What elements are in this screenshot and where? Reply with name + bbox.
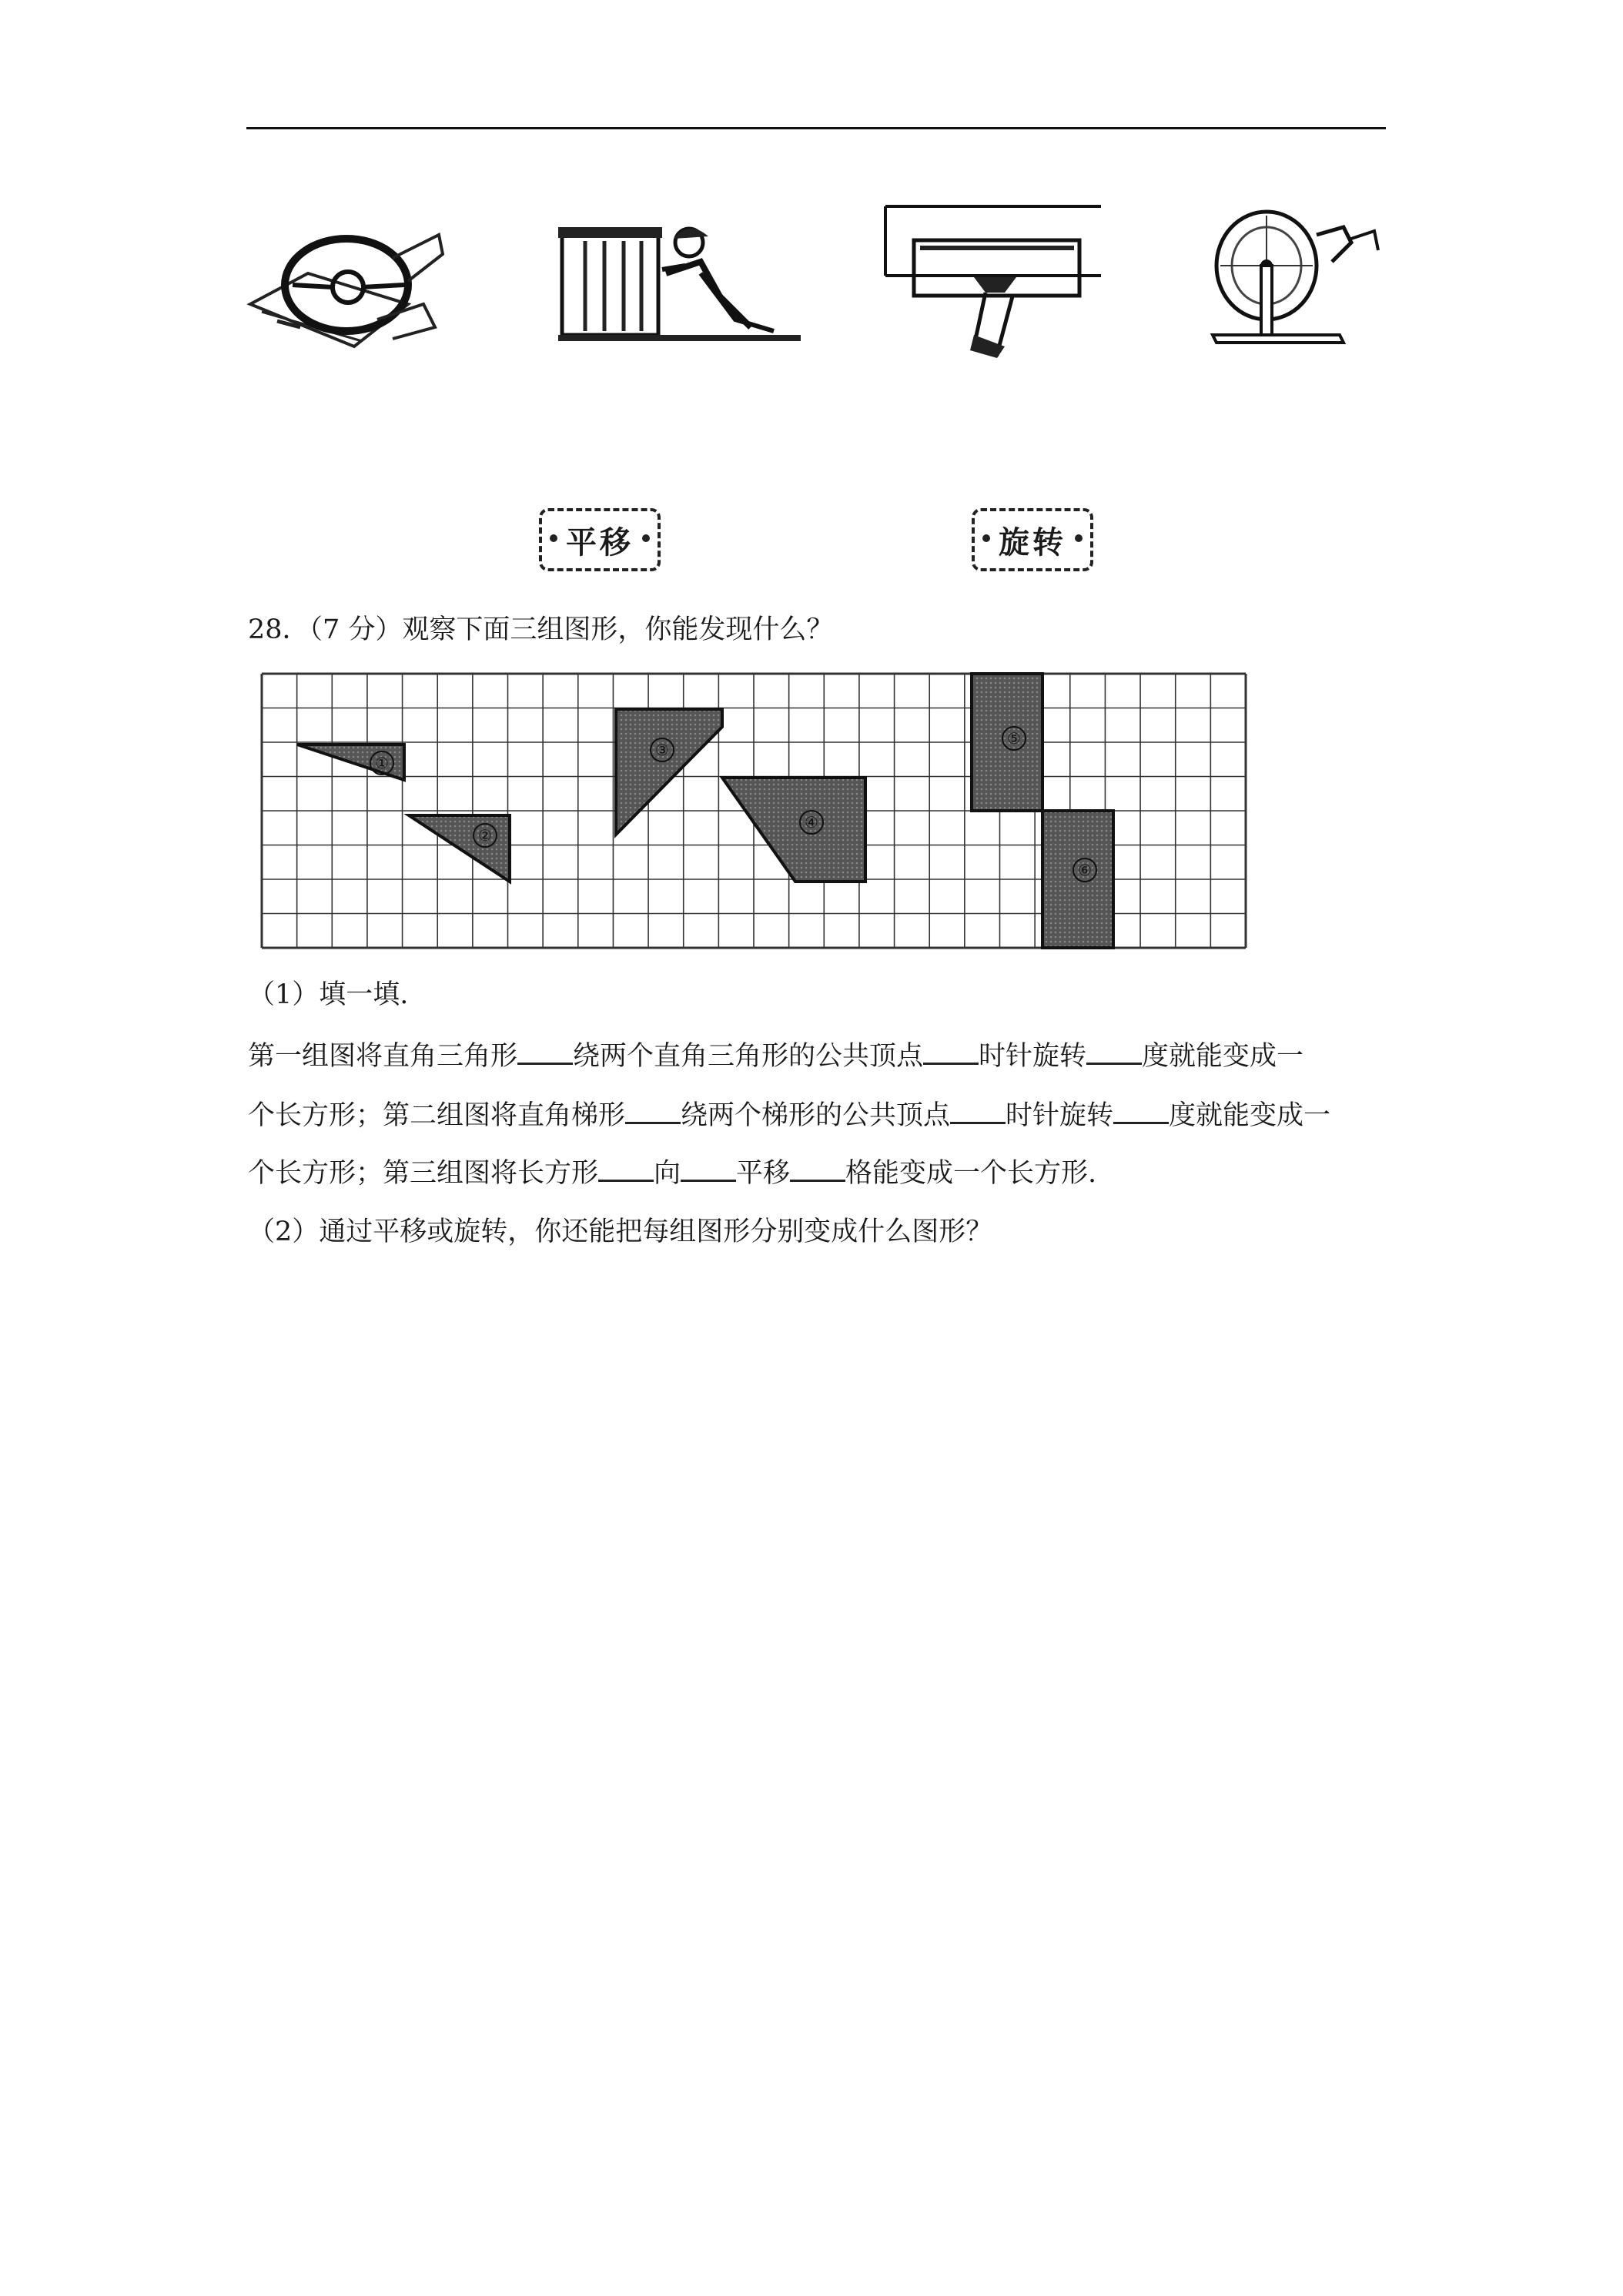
pushing-box-illustration <box>558 219 812 358</box>
answer-blank[interactable] <box>517 1039 573 1065</box>
shape-2-triangle <box>409 815 510 882</box>
shape-3-trapezoid <box>616 709 722 835</box>
translation-label: 平移 <box>539 508 661 571</box>
fill-line-1: 第一组图将直角三角形 绕两个直角三角形的公共顶点 时针旋转 度就能变成一 <box>248 1041 1304 1072</box>
shape-2-label: ② <box>478 826 492 845</box>
answer-blank[interactable] <box>950 1099 1006 1124</box>
grid-figure <box>254 662 1255 962</box>
rotation-label: 旋转 <box>972 508 1093 571</box>
drawer-illustration <box>882 200 1105 362</box>
question-header: 28．（7 分）观察下面三组图形，你能发现什么？ <box>248 614 834 645</box>
answer-blank[interactable] <box>923 1039 979 1065</box>
part1-title: （1）填一填. <box>248 979 409 1010</box>
answer-blank[interactable] <box>681 1156 736 1182</box>
shape-6-label: ⑥ <box>1078 861 1092 879</box>
part2-question: （2）通过平移或旋转，你还能把每组图形分别变成什么图形？ <box>248 1217 993 1247</box>
answer-blank[interactable] <box>625 1099 681 1124</box>
shape-4-trapezoid <box>722 778 865 882</box>
answer-blank[interactable] <box>598 1156 654 1182</box>
shape-3-label: ③ <box>655 741 669 759</box>
shape-1-label: ① <box>375 754 389 772</box>
header-rule <box>246 127 1386 129</box>
shape-5-label: ⑤ <box>1007 729 1021 748</box>
answer-blank[interactable] <box>790 1156 845 1182</box>
steering-wheel-illustration <box>246 212 447 350</box>
answer-blank[interactable] <box>1113 1099 1169 1124</box>
answer-blank[interactable] <box>1086 1039 1142 1065</box>
spinning-wheel-illustration <box>1209 204 1394 358</box>
shape-4-label: ④ <box>805 813 818 832</box>
fill-line-2: 个长方形；第二组图将直角梯形 绕两个梯形的公共顶点 时针旋转 度就能变成一 <box>248 1100 1331 1131</box>
fill-line-3: 个长方形；第三组图将长方形 向 平移 格能变成一个长方形. <box>248 1158 1097 1189</box>
